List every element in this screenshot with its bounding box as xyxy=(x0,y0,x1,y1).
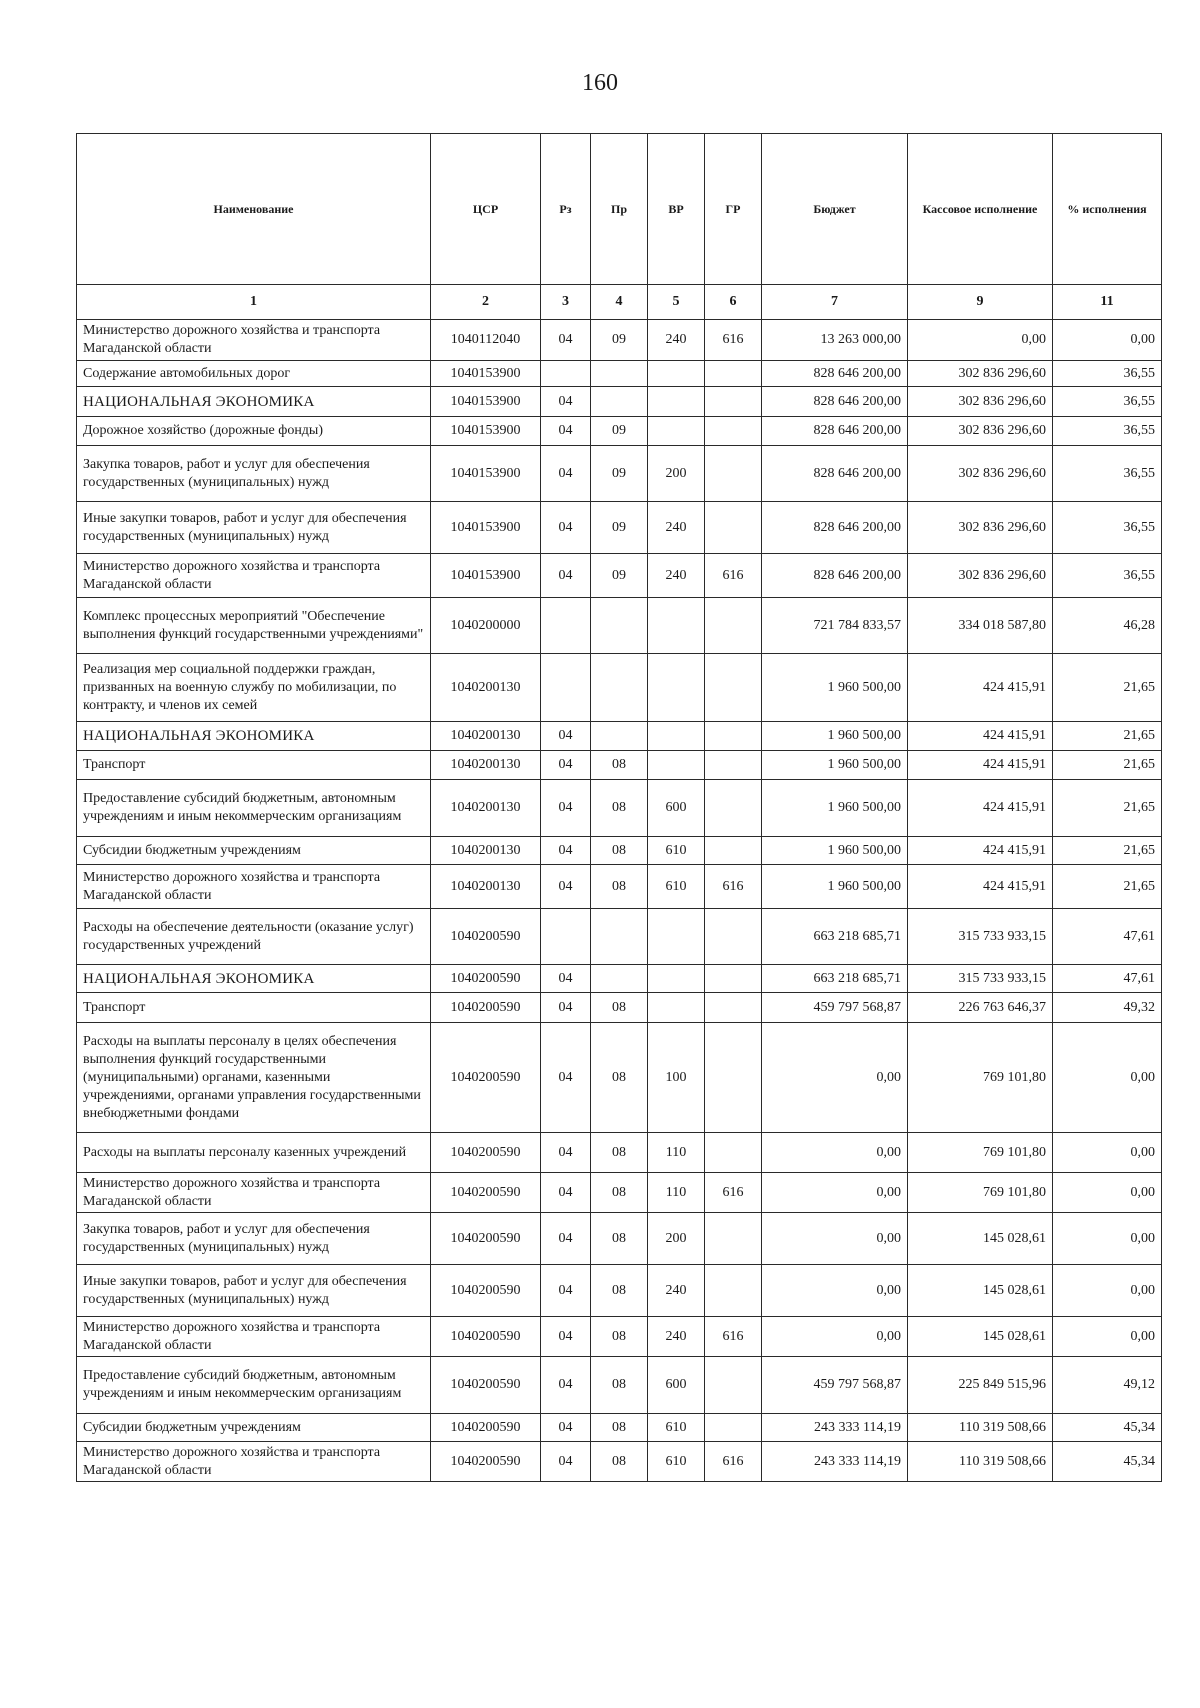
cell-name: Закупка товаров, работ и услуг для обеспечения государственных (муниципальных) нужд xyxy=(77,446,431,502)
cell-rz: 04 xyxy=(541,417,591,446)
cell-cash: 0,00 xyxy=(908,320,1053,361)
table-row xyxy=(77,1442,1162,1482)
cell-gr xyxy=(705,965,762,993)
cell-cash: 424 415,91 xyxy=(908,654,1053,722)
cell-percent: 0,00 xyxy=(1053,1133,1162,1173)
cell-name: Транспорт xyxy=(77,751,431,780)
table-row xyxy=(77,993,1162,1023)
cell-budget: 1 960 500,00 xyxy=(762,654,908,722)
cell-vr xyxy=(648,654,705,722)
column-number: 6 xyxy=(705,285,762,320)
cell-csr: 1040200590 xyxy=(431,1173,541,1213)
cell-rz: 04 xyxy=(541,965,591,993)
cell-gr xyxy=(705,780,762,837)
cell-budget: 0,00 xyxy=(762,1265,908,1317)
cell-pr: 08 xyxy=(591,1265,648,1317)
cell-csr: 1040153900 xyxy=(431,446,541,502)
cell-percent: 36,55 xyxy=(1053,387,1162,417)
cell-name: Министерство дорожного хозяйства и транспорта Магаданской области xyxy=(77,1442,431,1482)
cell-gr xyxy=(705,502,762,554)
cell-percent: 46,28 xyxy=(1053,598,1162,654)
cell-percent: 47,61 xyxy=(1053,965,1162,993)
cell-name: Реализация мер социальной поддержки граждан, призванных на военную службу по мобилизации, по контракту, и членов их семей xyxy=(77,654,431,722)
cell-name: Министерство дорожного хозяйства и транспорта Магаданской области xyxy=(77,320,431,361)
table-row xyxy=(77,1414,1162,1442)
cell-name: НАЦИОНАЛЬНАЯ ЭКОНОМИКА xyxy=(77,387,431,417)
cell-csr: 1040200590 xyxy=(431,1213,541,1265)
cell-name: Транспорт xyxy=(77,993,431,1023)
cell-gr xyxy=(705,1213,762,1265)
cell-percent: 0,00 xyxy=(1053,1317,1162,1357)
cell-name: Иные закупки товаров, работ и услуг для обеспечения государственных (муниципальных) нужд xyxy=(77,1265,431,1317)
cell-rz: 04 xyxy=(541,320,591,361)
cell-name: Содержание автомобильных дорог xyxy=(77,361,431,387)
cell-rz: 04 xyxy=(541,837,591,865)
table-row xyxy=(77,865,1162,909)
cell-pr: 08 xyxy=(591,1317,648,1357)
column-number: 11 xyxy=(1053,285,1162,320)
cell-name: Министерство дорожного хозяйства и транспорта Магаданской области xyxy=(77,1173,431,1213)
column-number: 4 xyxy=(591,285,648,320)
cell-cash: 145 028,61 xyxy=(908,1317,1053,1357)
cell-cash: 334 018 587,80 xyxy=(908,598,1053,654)
cell-pr xyxy=(591,722,648,751)
cell-name: НАЦИОНАЛЬНАЯ ЭКОНОМИКА xyxy=(77,722,431,751)
cell-csr: 1040200130 xyxy=(431,722,541,751)
cell-gr xyxy=(705,1023,762,1133)
cell-vr: 610 xyxy=(648,1414,705,1442)
cell-gr: 616 xyxy=(705,1173,762,1213)
table-row xyxy=(77,751,1162,780)
cell-vr: 200 xyxy=(648,446,705,502)
cell-gr: 616 xyxy=(705,1442,762,1482)
table-row xyxy=(77,1213,1162,1265)
header-name: Наименование xyxy=(77,134,431,285)
cell-rz: 04 xyxy=(541,446,591,502)
cell-rz: 04 xyxy=(541,1023,591,1133)
cell-pr: 08 xyxy=(591,1173,648,1213)
table-row xyxy=(77,654,1162,722)
cell-cash: 424 415,91 xyxy=(908,780,1053,837)
budget-table xyxy=(76,133,1162,1482)
table-body xyxy=(77,285,1162,1482)
cell-budget: 459 797 568,87 xyxy=(762,1357,908,1414)
cell-csr: 1040153900 xyxy=(431,387,541,417)
column-number-row xyxy=(77,285,1162,320)
cell-rz: 04 xyxy=(541,1213,591,1265)
cell-csr: 1040200130 xyxy=(431,780,541,837)
table-row xyxy=(77,1357,1162,1414)
column-number: 2 xyxy=(431,285,541,320)
cell-cash: 145 028,61 xyxy=(908,1265,1053,1317)
cell-rz: 04 xyxy=(541,502,591,554)
cell-cash: 769 101,80 xyxy=(908,1133,1053,1173)
cell-percent: 49,32 xyxy=(1053,993,1162,1023)
cell-budget: 1 960 500,00 xyxy=(762,865,908,909)
cell-csr: 1040200590 xyxy=(431,1317,541,1357)
cell-name: Расходы на выплаты персоналу казенных учреждений xyxy=(77,1133,431,1173)
header-csr: ЦСР xyxy=(431,134,541,285)
cell-budget: 1 960 500,00 xyxy=(762,837,908,865)
cell-budget: 828 646 200,00 xyxy=(762,387,908,417)
table-row xyxy=(77,598,1162,654)
cell-pr: 08 xyxy=(591,1133,648,1173)
table-row xyxy=(77,1265,1162,1317)
cell-csr: 1040200130 xyxy=(431,865,541,909)
cell-rz: 04 xyxy=(541,1442,591,1482)
cell-vr: 240 xyxy=(648,554,705,598)
cell-pr: 08 xyxy=(591,751,648,780)
cell-gr: 616 xyxy=(705,320,762,361)
cell-rz: 04 xyxy=(541,1265,591,1317)
table-row xyxy=(77,502,1162,554)
cell-pr: 09 xyxy=(591,502,648,554)
cell-name: Министерство дорожного хозяйства и транспорта Магаданской области xyxy=(77,554,431,598)
cell-pr: 08 xyxy=(591,1023,648,1133)
cell-percent: 45,34 xyxy=(1053,1414,1162,1442)
cell-budget: 0,00 xyxy=(762,1317,908,1357)
header-vr: ВР xyxy=(648,134,705,285)
cell-pr xyxy=(591,654,648,722)
cell-pr: 08 xyxy=(591,1442,648,1482)
cell-gr xyxy=(705,446,762,502)
cell-cash: 145 028,61 xyxy=(908,1213,1053,1265)
cell-cash: 302 836 296,60 xyxy=(908,502,1053,554)
table-row xyxy=(77,837,1162,865)
cell-percent: 21,65 xyxy=(1053,654,1162,722)
cell-vr: 610 xyxy=(648,837,705,865)
cell-cash: 424 415,91 xyxy=(908,722,1053,751)
cell-rz: 04 xyxy=(541,993,591,1023)
cell-name: Дорожное хозяйство (дорожные фонды) xyxy=(77,417,431,446)
table-row xyxy=(77,722,1162,751)
cell-gr xyxy=(705,1133,762,1173)
cell-pr: 09 xyxy=(591,417,648,446)
cell-gr xyxy=(705,1357,762,1414)
cell-percent: 21,65 xyxy=(1053,722,1162,751)
cell-budget: 828 646 200,00 xyxy=(762,417,908,446)
cell-percent: 36,55 xyxy=(1053,554,1162,598)
cell-rz: 04 xyxy=(541,1133,591,1173)
cell-cash: 302 836 296,60 xyxy=(908,417,1053,446)
cell-name: Субсидии бюджетным учреждениям xyxy=(77,1414,431,1442)
cell-csr: 1040200130 xyxy=(431,837,541,865)
cell-budget: 828 646 200,00 xyxy=(762,446,908,502)
cell-rz: 04 xyxy=(541,1317,591,1357)
cell-gr xyxy=(705,387,762,417)
cell-name: НАЦИОНАЛЬНАЯ ЭКОНОМИКА xyxy=(77,965,431,993)
cell-csr: 1040200130 xyxy=(431,654,541,722)
cell-pr: 08 xyxy=(591,780,648,837)
cell-percent: 0,00 xyxy=(1053,1265,1162,1317)
cell-rz xyxy=(541,654,591,722)
cell-percent: 47,61 xyxy=(1053,909,1162,965)
cell-cash: 424 415,91 xyxy=(908,837,1053,865)
cell-pr: 08 xyxy=(591,993,648,1023)
cell-rz: 04 xyxy=(541,387,591,417)
cell-vr xyxy=(648,965,705,993)
cell-name: Министерство дорожного хозяйства и транспорта Магаданской области xyxy=(77,1317,431,1357)
cell-budget: 1 960 500,00 xyxy=(762,751,908,780)
table-row xyxy=(77,417,1162,446)
table-row xyxy=(77,909,1162,965)
cell-budget: 0,00 xyxy=(762,1213,908,1265)
cell-percent: 0,00 xyxy=(1053,320,1162,361)
cell-csr: 1040200590 xyxy=(431,1357,541,1414)
cell-budget: 13 263 000,00 xyxy=(762,320,908,361)
cell-csr: 1040153900 xyxy=(431,502,541,554)
cell-percent: 36,55 xyxy=(1053,502,1162,554)
column-number: 1 xyxy=(77,285,431,320)
cell-csr: 1040200130 xyxy=(431,751,541,780)
cell-csr: 1040153900 xyxy=(431,554,541,598)
cell-rz: 04 xyxy=(541,1414,591,1442)
cell-rz: 04 xyxy=(541,1173,591,1213)
cell-percent: 36,55 xyxy=(1053,446,1162,502)
cell-percent: 21,65 xyxy=(1053,780,1162,837)
cell-budget: 1 960 500,00 xyxy=(762,722,908,751)
header-pr: Пр xyxy=(591,134,648,285)
cell-pr: 08 xyxy=(591,1414,648,1442)
cell-pr: 08 xyxy=(591,1357,648,1414)
cell-rz: 04 xyxy=(541,1357,591,1414)
cell-vr: 240 xyxy=(648,320,705,361)
cell-budget: 663 218 685,71 xyxy=(762,965,908,993)
cell-gr xyxy=(705,751,762,780)
cell-name: Расходы на выплаты персоналу в целях обеспечения выполнения функций государственными (муниципальными) органами, казенными учреждениями, органами управления государственными внебюджетными фондами xyxy=(77,1023,431,1133)
cell-cash: 315 733 933,15 xyxy=(908,965,1053,993)
cell-gr xyxy=(705,722,762,751)
cell-percent: 21,65 xyxy=(1053,751,1162,780)
header-gr: ГР xyxy=(705,134,762,285)
cell-pr xyxy=(591,965,648,993)
header-rz: Рз xyxy=(541,134,591,285)
cell-rz: 04 xyxy=(541,554,591,598)
cell-budget: 828 646 200,00 xyxy=(762,361,908,387)
cell-gr xyxy=(705,417,762,446)
cell-budget: 0,00 xyxy=(762,1173,908,1213)
cell-pr: 08 xyxy=(591,865,648,909)
cell-name: Субсидии бюджетным учреждениям xyxy=(77,837,431,865)
cell-gr xyxy=(705,837,762,865)
cell-csr: 1040200000 xyxy=(431,598,541,654)
cell-pr: 08 xyxy=(591,1213,648,1265)
cell-csr: 1040200590 xyxy=(431,1414,541,1442)
cell-percent: 36,55 xyxy=(1053,361,1162,387)
cell-name: Иные закупки товаров, работ и услуг для обеспечения государственных (муниципальных) нужд xyxy=(77,502,431,554)
cell-vr: 610 xyxy=(648,1442,705,1482)
header-percent: % исполнения xyxy=(1053,134,1162,285)
cell-gr: 616 xyxy=(705,865,762,909)
cell-cash: 226 763 646,37 xyxy=(908,993,1053,1023)
cell-gr xyxy=(705,361,762,387)
cell-csr: 1040153900 xyxy=(431,417,541,446)
table-row xyxy=(77,965,1162,993)
cell-vr xyxy=(648,598,705,654)
cell-budget: 243 333 114,19 xyxy=(762,1442,908,1482)
cell-percent: 0,00 xyxy=(1053,1173,1162,1213)
column-number: 9 xyxy=(908,285,1053,320)
cell-vr xyxy=(648,993,705,1023)
page-number: 160 xyxy=(582,70,618,96)
column-number: 3 xyxy=(541,285,591,320)
cell-pr xyxy=(591,361,648,387)
cell-vr xyxy=(648,387,705,417)
cell-pr: 08 xyxy=(591,837,648,865)
cell-vr: 100 xyxy=(648,1023,705,1133)
cell-cash: 315 733 933,15 xyxy=(908,909,1053,965)
cell-cash: 302 836 296,60 xyxy=(908,554,1053,598)
cell-budget: 0,00 xyxy=(762,1023,908,1133)
header-row xyxy=(77,134,1162,285)
cell-rz xyxy=(541,361,591,387)
cell-cash: 424 415,91 xyxy=(908,751,1053,780)
cell-percent: 45,34 xyxy=(1053,1442,1162,1482)
cell-cash: 769 101,80 xyxy=(908,1023,1053,1133)
cell-vr: 600 xyxy=(648,1357,705,1414)
cell-csr: 1040200590 xyxy=(431,993,541,1023)
cell-pr: 09 xyxy=(591,446,648,502)
header-budget: Бюджет xyxy=(762,134,908,285)
cell-cash: 110 319 508,66 xyxy=(908,1414,1053,1442)
table-row xyxy=(77,554,1162,598)
cell-gr xyxy=(705,1265,762,1317)
cell-csr: 1040200590 xyxy=(431,1023,541,1133)
cell-pr xyxy=(591,909,648,965)
cell-budget: 0,00 xyxy=(762,1133,908,1173)
cell-rz xyxy=(541,909,591,965)
table-row xyxy=(77,1133,1162,1173)
cell-percent: 21,65 xyxy=(1053,837,1162,865)
cell-percent: 21,65 xyxy=(1053,865,1162,909)
cell-rz: 04 xyxy=(541,722,591,751)
cell-csr: 1040153900 xyxy=(431,361,541,387)
table-header xyxy=(77,134,1162,285)
cell-rz: 04 xyxy=(541,751,591,780)
cell-name: Предоставление субсидий бюджетным, автономным учреждениям и иным некоммерческим организациям xyxy=(77,1357,431,1414)
cell-rz: 04 xyxy=(541,780,591,837)
cell-cash: 424 415,91 xyxy=(908,865,1053,909)
cell-vr xyxy=(648,361,705,387)
table-row xyxy=(77,320,1162,361)
table-row xyxy=(77,1023,1162,1133)
cell-cash: 769 101,80 xyxy=(908,1173,1053,1213)
cell-cash: 302 836 296,60 xyxy=(908,446,1053,502)
cell-budget: 663 218 685,71 xyxy=(762,909,908,965)
cell-budget: 828 646 200,00 xyxy=(762,502,908,554)
cell-gr: 616 xyxy=(705,1317,762,1357)
cell-csr: 1040200590 xyxy=(431,1265,541,1317)
cell-rz: 04 xyxy=(541,865,591,909)
table-row xyxy=(77,780,1162,837)
table-row xyxy=(77,446,1162,502)
cell-vr xyxy=(648,751,705,780)
cell-gr xyxy=(705,598,762,654)
cell-percent: 36,55 xyxy=(1053,417,1162,446)
cell-budget: 721 784 833,57 xyxy=(762,598,908,654)
cell-name: Расходы на обеспечение деятельности (оказание услуг) государственных учреждений xyxy=(77,909,431,965)
cell-vr xyxy=(648,909,705,965)
cell-name: Комплекс процессных мероприятий "Обеспечение выполнения функций государственными учреждениями" xyxy=(77,598,431,654)
cell-csr: 1040200590 xyxy=(431,965,541,993)
cell-pr: 09 xyxy=(591,320,648,361)
cell-gr xyxy=(705,909,762,965)
cell-budget: 459 797 568,87 xyxy=(762,993,908,1023)
cell-name: Закупка товаров, работ и услуг для обеспечения государственных (муниципальных) нужд xyxy=(77,1213,431,1265)
cell-vr: 110 xyxy=(648,1133,705,1173)
cell-csr: 1040200590 xyxy=(431,1133,541,1173)
cell-pr xyxy=(591,387,648,417)
cell-vr xyxy=(648,722,705,751)
cell-vr xyxy=(648,417,705,446)
cell-pr: 09 xyxy=(591,554,648,598)
table-row xyxy=(77,1173,1162,1213)
cell-csr: 1040112040 xyxy=(431,320,541,361)
cell-csr: 1040200590 xyxy=(431,909,541,965)
cell-gr xyxy=(705,654,762,722)
cell-cash: 302 836 296,60 xyxy=(908,361,1053,387)
cell-vr: 600 xyxy=(648,780,705,837)
cell-vr: 240 xyxy=(648,1317,705,1357)
cell-gr xyxy=(705,993,762,1023)
cell-budget: 828 646 200,00 xyxy=(762,554,908,598)
cell-vr: 240 xyxy=(648,1265,705,1317)
cell-name: Министерство дорожного хозяйства и транспорта Магаданской области xyxy=(77,865,431,909)
cell-budget: 243 333 114,19 xyxy=(762,1414,908,1442)
cell-pr xyxy=(591,598,648,654)
column-number: 5 xyxy=(648,285,705,320)
header-cash: Кассовое исполнение xyxy=(908,134,1053,285)
table-row xyxy=(77,387,1162,417)
cell-vr: 610 xyxy=(648,865,705,909)
column-number: 7 xyxy=(762,285,908,320)
cell-vr: 110 xyxy=(648,1173,705,1213)
cell-budget: 1 960 500,00 xyxy=(762,780,908,837)
cell-csr: 1040200590 xyxy=(431,1442,541,1482)
cell-percent: 0,00 xyxy=(1053,1213,1162,1265)
cell-gr: 616 xyxy=(705,554,762,598)
cell-cash: 225 849 515,96 xyxy=(908,1357,1053,1414)
cell-percent: 49,12 xyxy=(1053,1357,1162,1414)
table-row xyxy=(77,1317,1162,1357)
cell-vr: 200 xyxy=(648,1213,705,1265)
cell-gr xyxy=(705,1414,762,1442)
cell-name: Предоставление субсидий бюджетным, автономным учреждениям и иным некоммерческим организациям xyxy=(77,780,431,837)
table-row xyxy=(77,361,1162,387)
cell-rz xyxy=(541,598,591,654)
cell-cash: 302 836 296,60 xyxy=(908,387,1053,417)
cell-cash: 110 319 508,66 xyxy=(908,1442,1053,1482)
cell-percent: 0,00 xyxy=(1053,1023,1162,1133)
cell-vr: 240 xyxy=(648,502,705,554)
